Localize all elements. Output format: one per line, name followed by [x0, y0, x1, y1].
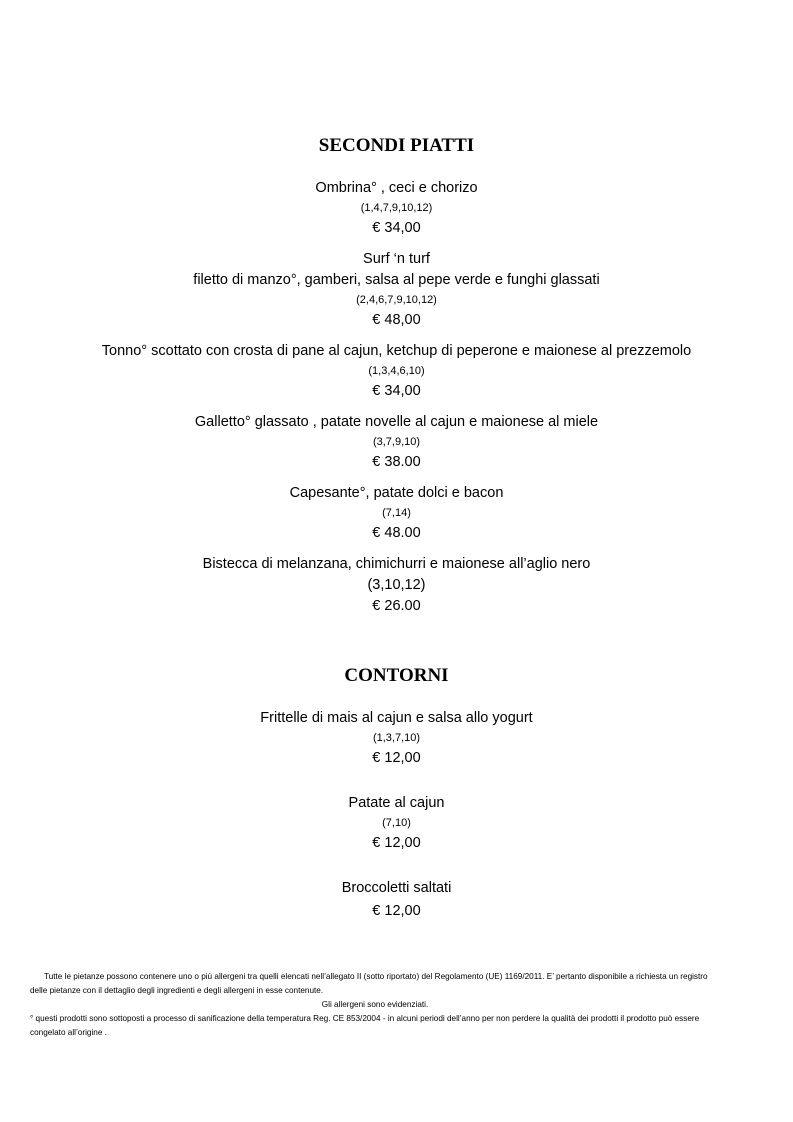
dish-bistecca-melanzana	[0, 554, 793, 617]
dish-price: € 12,00	[372, 750, 421, 766]
dish-name: Surf ‘n turf	[363, 251, 430, 267]
dish-price: € 34,00	[372, 383, 421, 399]
section-title-contorni: CONTORNI	[344, 665, 449, 686]
dish-tonno	[0, 341, 793, 402]
allergen-notice-text: Tutte le pietanze possono contenere uno o più allergeni tra quelli elencati nell’allegato II (sotto riportato) del Regolamento (UE) 1169/2011. E’ pertanto disponibile a richiesta un registro delle pietanze con il dettaglio degli ingredienti e degli allergeni in esse contenute.	[30, 972, 708, 995]
dish-allergens: (3,10,12)	[367, 577, 426, 593]
dish-name: Patate al cajun	[348, 795, 445, 811]
dish-allergens: (1,4,7,9,10,12)	[360, 202, 433, 214]
dish-allergens: (7,14)	[382, 507, 411, 519]
dish-broccoletti	[0, 878, 793, 922]
dish-name: Bistecca di melanzana, chimichurri e maionese all’aglio nero	[202, 556, 591, 572]
allergen-notice	[30, 970, 720, 1040]
dish-galletto	[0, 412, 793, 473]
dish-patate-cajun	[0, 793, 793, 854]
dish-capesante	[0, 483, 793, 544]
dish-name: Frittelle di mais al cajun e salsa allo yogurt	[260, 710, 533, 726]
dish-price: € 26.00	[372, 598, 421, 614]
dish-allergens: (1,3,7,10)	[372, 732, 421, 744]
dish-allergens: (2,4,6,7,9,10,12)	[356, 294, 437, 306]
dish-name: Tonno° scottato con crosta di pane al cajun, ketchup di peperone e maionese al prezzemolo	[101, 343, 692, 359]
dish-name: Ombrina° , ceci e chorizo	[315, 180, 478, 196]
dish-price: € 38.00	[372, 454, 421, 470]
dish-allergens: (3,7,9,10)	[372, 436, 421, 448]
dish-frittelle	[0, 708, 793, 769]
sanitization-note: ° questi prodotti sono sottoposti a processo di sanificazione della temperatura Reg. CE 853/2004 - in alcuni periodi dell’anno per non perdere la qualità dei prodotti il prodotto può essere congelato all’origine .	[30, 1014, 700, 1037]
dish-allergens: (7,10)	[382, 817, 411, 829]
dish-name: Capesante°, patate dolci e bacon	[289, 485, 504, 501]
allergen-highlight-note: Gli allergeni sono evidenziati.	[321, 1000, 429, 1009]
dish-name: Broccoletti saltati	[341, 880, 452, 896]
dish-price: € 12,00	[372, 903, 421, 919]
dish-subtitle: filetto di manzo°, gamberi, salsa al pepe verde e funghi glassati	[193, 272, 600, 288]
dish-surf-n-turf	[0, 249, 793, 331]
dish-ombrina	[0, 178, 793, 239]
dish-price: € 48,00	[372, 312, 421, 328]
section-title-secondi: SECONDI PIATTI	[318, 135, 475, 156]
dish-price: € 48.00	[372, 525, 421, 541]
dish-name: Galletto° glassato , patate novelle al cajun e maionese al miele	[194, 414, 599, 430]
dish-price: € 12,00	[372, 835, 421, 851]
dish-allergens: (1,3,4,6,10)	[368, 365, 425, 377]
dish-price: € 34,00	[372, 220, 421, 236]
